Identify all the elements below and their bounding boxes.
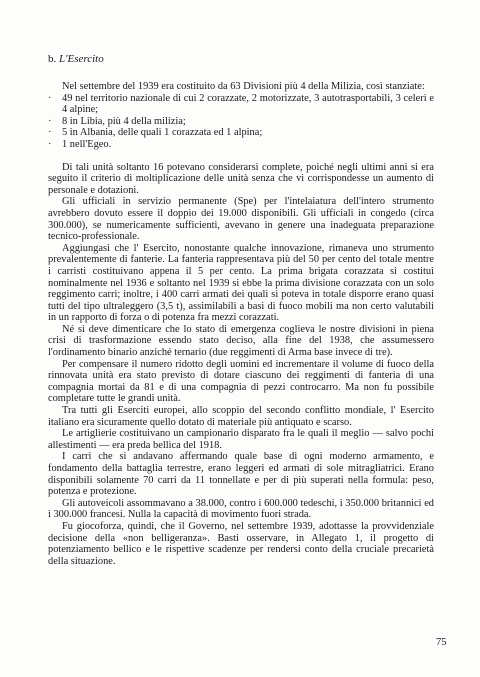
list-item: [48, 93, 434, 116]
paragraph-gap: [48, 151, 434, 162]
list-item-text: 8 in Libia, più 4 della milizia;: [62, 115, 186, 127]
bullet-icon: ·: [48, 115, 52, 127]
body-paragraph: Gli autoveicoli assommavano a 38.000, contro i 600.000 tedeschi, i 350.000 britannici ed i 300.000 francesi. Nulla la capacità di movimento fuori strada.: [48, 497, 434, 521]
list-item: [48, 127, 434, 139]
bullet-icon: ·: [48, 127, 52, 139]
list-item: [48, 116, 434, 128]
deployment-list: [48, 93, 434, 151]
body-paragraph: Fu giocoforza, quindi, che il Governo, nel settembre 1939, adottasse la provvidenziale decisione della «non belligeranza». Basti osservare, in Allegato 1, il progetto di potenziamento bellico e le rispettive scadenze per rendersi conto della cruciale precarietà della situazione.: [48, 520, 434, 567]
section-letter: b.: [48, 53, 57, 65]
intro-paragraph: Nel settembre del 1939 era costituito da 63 Divisioni più 4 della Milizia, così stanziate:: [62, 81, 425, 92]
list-item-text: 49 nel territorio nazionale di cui 2 corazzate, 2 motorizzate, 3 autotrasportabili, 3 celeri e 4 alpine;: [62, 92, 434, 116]
text-column: [48, 53, 434, 567]
section-heading: [48, 53, 434, 66]
body-paragraph: Aggiungasi che l' Esercito, nonostante qualche innovazione, rimaneva uno strumento prevalentemente di fanterie. La fanteria rappresentava più del 50 per cento del totale mentre i carristi costituivano appena il 5 per cento. La prima brigata corazzata si costituì nominalmente nel 1936 e soltanto nel 1939 si ebbe la prima divisione corazzata con un solo reggimento carri; inoltre, i 400 carri armati dei quali si poteva in totale disporre erano quasi tutti del tipo ultraleggero (3,5 t), assimilabili a basi di fuoco mobili ma non certo valutabili in un rapporto di forza o di potenza fra mezzi corazzati.: [48, 242, 434, 324]
list-item-text: 5 in Albania, delle quali 1 corazzata ed 1 alpina;: [62, 127, 263, 139]
bullet-icon: ·: [48, 92, 52, 104]
body-paragraph: Né si deve dimenticare che lo stato di emergenza coglieva le nostre divisioni in piena crisi di trasformazione essendo stato deciso, alla fine del 1938, che assumessero l'ordinamento binario anziché ternario (due reggimenti di Arma base invece di tre).: [48, 323, 434, 359]
section-title: L'Esercito: [59, 53, 104, 65]
list-item-text: 1 nell'Egeo.: [62, 138, 112, 150]
page-number: 75: [436, 637, 447, 648]
bullet-icon: ·: [48, 138, 52, 150]
body-paragraph: Tra tutti gli Eserciti europei, allo scoppio del secondo conflitto mondiale, l' Esercito italiano era sicuramente quello dotato di materiale più antiquato e scarso.: [48, 405, 434, 428]
list-item: [48, 139, 434, 151]
body-paragraph: I carri che si andavano affermando quale base di ogni moderno armamento, e fondamento della battaglia terrestre, erano leggeri ed armati di sole mitragliatrici. Erano disponibili solamente 70 carri da 11 tonnellate e per di più superati nella formula: peso, potenza e protezione.: [48, 451, 434, 498]
body-paragraph: Le artiglierie costituivano un campionario disparato fra le quali il meglio — salvo pochi allestimenti — era preda bellica del 1918.: [48, 428, 434, 451]
body-paragraph: Per compensare il numero ridotto degli uomini ed incrementare il volume di fuoco della rinnovata unità era stato previsto di dotare ciascuno dei reggimenti di fanteria di una compagnia mortai da 81 e di una compagnia di pezzi controcarro. Ma non fu possibile completare tutte le grandi unità.: [48, 358, 434, 405]
body-paragraph: Gli ufficiali in servizio permanente (Spe) per l'intelaiatura dell'intero strumento avrebbero dovuto essere il doppio dei 19.000 disponibili. Gli ufficiali in congedo (circa 300.000), se numericamente sufficienti, avevano in genere una inadeguata preparazione tecnico-professionale.: [48, 196, 434, 243]
body-paragraph: Di tali unità soltanto 16 potevano considerarsi complete, poiché negli ultimi anni si era seguito il criterio di moltiplicazione delle unità senza che vi corrispondesse un aumento di personale e dotazioni.: [48, 161, 434, 196]
